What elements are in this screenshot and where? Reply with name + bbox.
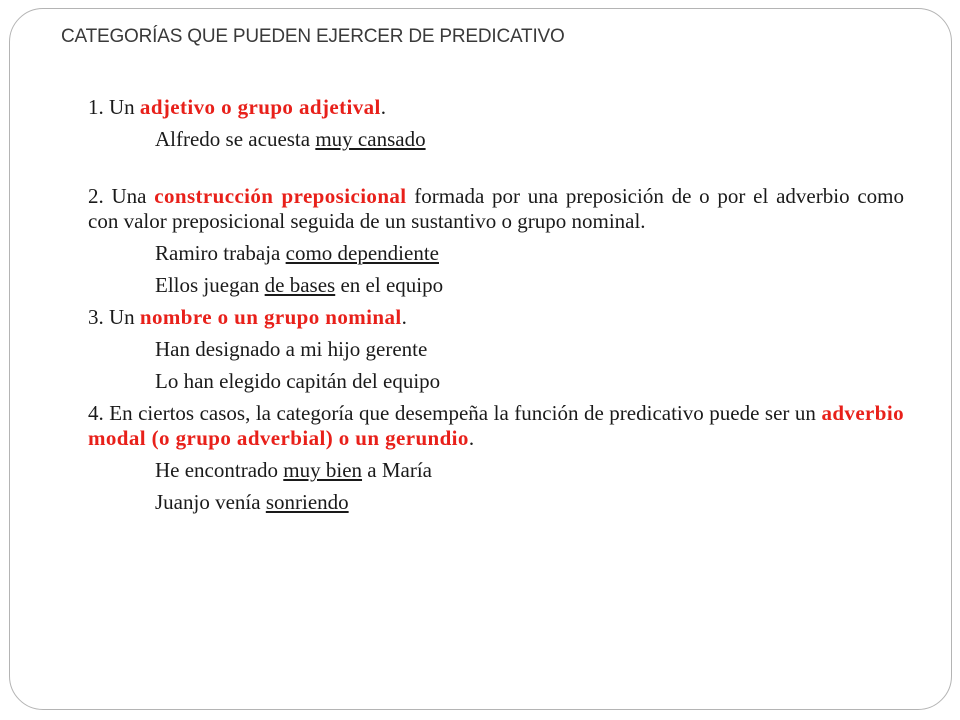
example-text: He encontrado [155, 458, 284, 482]
example-3b [88, 369, 904, 394]
example-text: Lo han elegido capitán del equipo [155, 369, 441, 393]
item-2-intro: 2. Una [88, 184, 155, 208]
item-4-highlight: adverbio modal (o grupo adverbial) o un gerundio [88, 401, 904, 450]
example-text: Ellos juegan [155, 273, 265, 297]
example-underlined: como dependiente [285, 241, 439, 265]
item-2 [88, 184, 904, 234]
example-text: Juanjo venía [155, 490, 266, 514]
item-3 [88, 305, 904, 330]
item-2-end: formada por una preposición de o por el adverbio como con valor preposicional seguida de un sustantivo o grupo nominal. [88, 184, 904, 233]
item-1-intro: 1. Un [88, 95, 140, 119]
item-1 [88, 95, 904, 120]
slide-content [88, 95, 904, 515]
item-4-end: . [468, 426, 475, 450]
example-1a [88, 127, 904, 152]
example-underlined: sonriendo [265, 490, 349, 514]
example-text: Han designado a mi hijo gerente [155, 337, 428, 361]
item-1-highlight: adjetivo o grupo adjetival [139, 95, 381, 119]
example-underlined: muy cansado [315, 127, 426, 151]
example-text: Alfredo se acuesta [155, 127, 316, 151]
item-4 [88, 401, 904, 451]
example-underlined: muy bien [283, 458, 363, 482]
item-2-highlight: construcción preposicional [154, 184, 407, 208]
example-text: Ramiro trabaja [155, 241, 286, 265]
example-4b [88, 490, 904, 515]
item-3-end: . [401, 305, 407, 329]
example-underlined: de bases [264, 273, 336, 297]
item-3-highlight: nombre o un grupo nominal [139, 305, 402, 329]
example-text: a María [362, 458, 432, 482]
item-3-intro: 3. Un [88, 305, 140, 329]
example-2a [88, 241, 904, 266]
slide-title: CATEGORÍAS QUE PUEDEN EJERCER DE PREDICATIVO [61, 26, 565, 47]
example-3a [88, 337, 904, 362]
example-4a [88, 458, 904, 483]
item-4-intro: 4. En ciertos casos, la categoría que desempeña la función de predicativo puede ser un [88, 401, 822, 425]
example-2b [88, 273, 904, 298]
item-1-end: . [380, 95, 386, 119]
example-text: en el equipo [335, 273, 444, 297]
